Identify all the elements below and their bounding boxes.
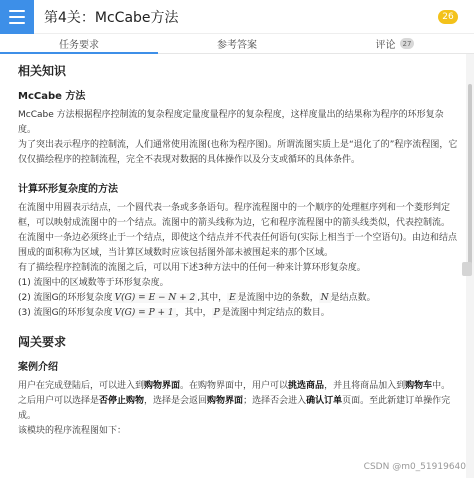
- tab-comments[interactable]: [316, 34, 474, 53]
- menu-icon[interactable]: [0, 0, 34, 34]
- scrollbar-thumb[interactable]: [468, 84, 472, 274]
- paragraph: 用户在完成登陆后，可以进入到购物界面。在购物界面中，用户可以挑选商品，并且将商品加入到购物车中。之后用户可以选择是否停止购物，选择是会返回购物界面；选择否会进入确认订单页面。至此新建订单操作完成。: [18, 381, 451, 421]
- section-title: 闯关要求: [18, 335, 67, 349]
- section-title: 相关知识: [18, 64, 67, 78]
- top-bar: [0, 0, 474, 34]
- tab-label: 参考答案: [217, 40, 257, 51]
- tab-label: 评论: [375, 40, 396, 51]
- paragraph: 为了突出表示程序的控制流，人们通常使用流图(也称为程序图)。所谓流图实质上是“退化了的”程序流程图，它仅仅描绘程序的控制流程，完全不表现对数据的具体操作以及分支或循环的具体条件。: [18, 140, 458, 165]
- comment-count-badge: 27: [400, 38, 415, 49]
- formula: V(G) = E − N + 2: [114, 293, 196, 303]
- tab-label: 任务要求: [59, 40, 99, 51]
- formula: V(G) = P + 1: [114, 308, 174, 318]
- task-content: [0, 54, 466, 478]
- paragraph: 在流图中用圆表示结点，一个圆代表一条或多条语句。程序流程图中的一个顺序的处理框序列和一个菱形判定框，可以映射成流图中的一个结点。流图中的箭头线称为边，它和程序流程图中的箭头线类似，代表控制流。在流图中一条边必须终止于一个结点，即使这个结点并不代表任何语句(实际上相当于一个空语句)。由边和结点围成的面积称为区域，当计算区域数时应该包括图外部未被围起来的那个区域。: [18, 203, 458, 258]
- score-badge: 26: [438, 10, 458, 24]
- method-item: (3) 流图G的环形复杂度 V(G) = P + 1 ，其中， P 是流图中判定结点的数目。: [18, 308, 330, 318]
- tab-bar: [0, 34, 474, 54]
- paragraph: McCabe 方法根据程序控制流的复杂程度定量度量程序的复杂程度，这样度量出的结果称为程序的环形复杂度。: [18, 110, 444, 135]
- method-item: (1) 流图中的区域数等于环形复杂度。: [18, 278, 169, 288]
- subsection-title: McCabe 方法: [18, 91, 86, 102]
- subsection-title: 案例介绍: [18, 362, 58, 373]
- subsection-title: 计算环形复杂度的方法: [18, 184, 118, 195]
- watermark: CSDN @m0_51919640: [363, 462, 466, 472]
- side-expand-handle[interactable]: [462, 262, 472, 276]
- method-item: (2) 流图G的环形复杂度 V(G) = E − N + 2 ,其中， E 是流图中边的条数， N 是结点数。: [18, 293, 376, 303]
- page-title: 第4关：McCabe方法: [44, 9, 179, 26]
- tab-reference-answer[interactable]: [158, 34, 316, 53]
- paragraph: 该模块的程序流程图如下：: [18, 426, 127, 436]
- tab-task-requirements[interactable]: [0, 34, 158, 53]
- paragraph: 有了描绘程序控制流的流图之后，可以用下述3种方法中的任何一种来计算环形复杂度。: [18, 263, 366, 273]
